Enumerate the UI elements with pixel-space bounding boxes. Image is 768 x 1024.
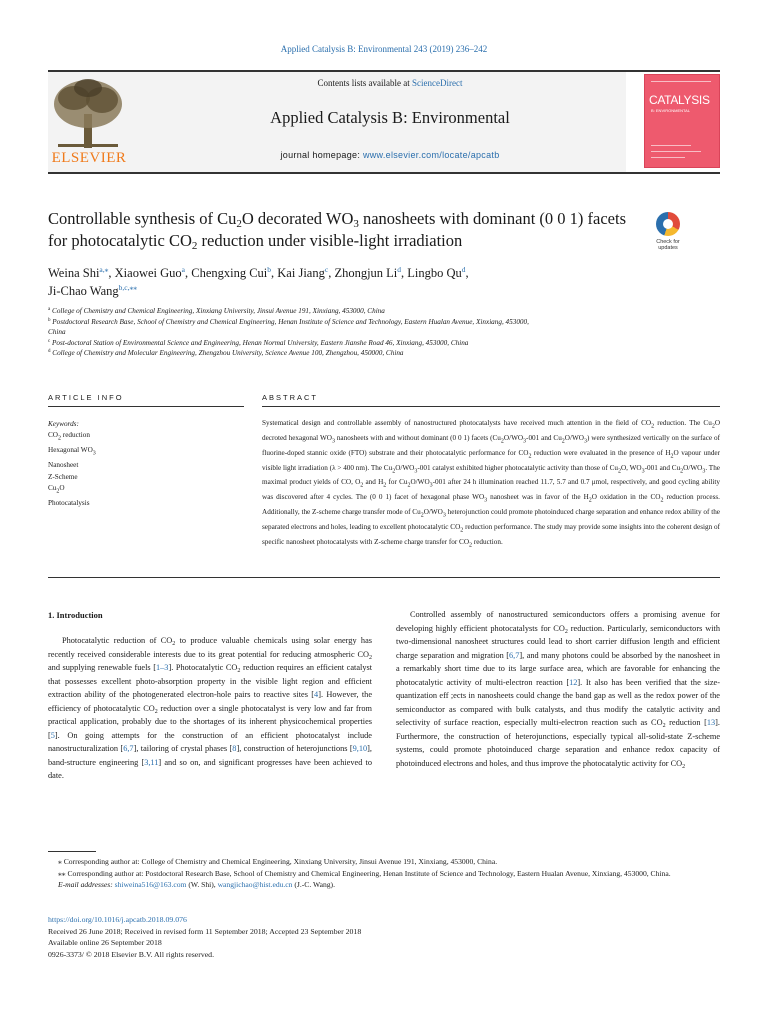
doi-link[interactable]: https://doi.org/10.1016/j.apcatb.2018.09.076	[48, 915, 187, 924]
publication-info	[48, 914, 720, 960]
email-owner: (J.-C. Wang).	[292, 880, 335, 889]
journal-name: Applied Catalysis B: Environmental	[270, 108, 510, 127]
abstract-rule	[262, 406, 720, 407]
check-updates-label: Check for updates	[656, 239, 680, 251]
email-owner: (W. Shi),	[186, 880, 218, 889]
body-column-left	[48, 634, 372, 783]
header-bottom-rule	[48, 172, 720, 174]
keywords-list: $CO_2$ reduction Hexagonal $WO_3$ Nanosheet Z-Scheme $Cu_2O$ Photocatalysis	[48, 431, 96, 507]
footnote-corresponding-2: ⁎⁎ Corresponding author at: Postdoctoral Research Base, School of Chemistry and Chemical Engineering, Henan Institute of Science and Technology, Eastern Hualan Avenue, Xinxiang, 453000, China.	[58, 868, 671, 878]
contents-line	[190, 78, 590, 88]
affiliations: $^a$ College of Chemistry and Chemical Engineering, Xinxiang University, Jinsui Avenue 191, Xinxiang, 453000, China $^b$ Postdoctoral Research Base, School of Chemistry and Chemical Engineering, Henan Institute of Science and Technology, Eastern Hualan Avenue, Xinxiang, 453000, China $^c$ Post-doctoral Station of Environmental Science and Engineering, Henan Normal University, Eastern Jianshe Road 46, Xinxiang, 453000, China $^d$ College of Chemistry and Molecular Engineering, Zhengzhou University, Science Avenue 100, Zhengzhou, 450000, China	[48, 307, 529, 358]
received-dates: Received 26 June 2018; Received in revised form 11 September 2018; Accepted 23 September 2018	[48, 926, 362, 936]
article-title: Controllable synthesis of $Cu_2O$ decorated $WO_3$ nanosheets with dominant (0 0 1) facets for photocatalytic $CO_2$ reduction under visible-light irradiation	[48, 209, 627, 252]
homepage-link[interactable]: www.elsevier.com/locate/apcatb	[362, 150, 500, 160]
article-info-label: ARTICLE INFO	[48, 393, 124, 402]
email-label: E-mail addresses:	[58, 880, 115, 889]
cover-subtitle: B: ENVIRONMENTAL	[651, 108, 691, 113]
email-link-wang[interactable]: wangjichao@hist.edu.cn	[217, 880, 293, 889]
cover-decoration	[651, 145, 691, 146]
abstract-text: Systematical design and controllable assembly of nanostructured photocatalysts have received much attention in the field of $CO_2$ reduction. The $Cu_2O$ decroted hexagonal $WO_3$ nanosheets with and without dominant (0 0 1) facets ($Cu_2O/WO_3-001$ and $Cu_2O/WO_3$) were synthesized vertically on the surface of fluorine-doped stannic oxide (FTO) substrate and their photocatalytic performance for $CO_2$ reduction were evaluated in the presence of $H_2O$ vapour under visible light irradiation (λ > 400 nm). The $Cu_2O/WO_3-001$ catalyst exhibited higher photocatalytic activity than those of $Cu_2O$, $WO_3-001$ and $Cu_2O/WO_3$. The maximal product yields of CO, $O_2$ and $H_2$ for $Cu_2O/WO_3-001$ after 24 h illumination reached 11.7, 5.7 and 0.7 μmol, respectively, and good cycling ability was discovered after 4 cycles. The (0 0 1) facet of hexagonal phase $WO_3$ nanosheet was in favor of the $H_2O$ oxidation in the $CO_2$ reduction process. Additionally, the Z-scheme charge transfer mode of $Cu_2O/WO_3$ heterojunction could promote photoinduced charge separation and enhance redox ability of the separated electrons and holes, leading to excellent photocatalytic $CO_2$ reduction performance. The study may provide some insights into the coherent design of specific nanosheet photocatalysts with Z-scheme charge transfer for $CO_2$ reduction.	[262, 419, 721, 549]
keywords-label: Keywords:	[48, 420, 79, 428]
paragraph: Photocatalytic reduction of $CO_2$ to produce valuable chemicals using solar energy has recently received considerable interests due to its great potential for reducing atmospheric $CO_2$ and supplying renewable fuels [1–3]. Photocatalytic $CO_2$ reduction requires an efficient catalyst that possesses excellent photo-absorption property in the visible light region and efficient extraction ability of the photogenerated electron-hole pairs to reactive sites [4]. However, the efficiency of photocatalytic $CO_2$ reduction over a single photocatalyst is very low and far from practical application, probably due to the shortages of its inherent physicochemical properties [5]. On going attempts for the construction of an efficient photocatalyst include nanostructuralization [6,7], tailoring of crystal phases [8], construction of heterojunctions [9,10], band-structure engineering [3,11] and so on, and significant progresses have been achieved to date.	[48, 636, 373, 780]
cover-decoration	[651, 81, 711, 82]
journal-homepage	[190, 150, 590, 160]
footnote-corresponding-1: ⁎ Corresponding author at: College of Chemistry and Chemical Engineering, Xinxiang University, Jinsui Avenue 191, Xinxiang, 453000, China.	[58, 857, 498, 866]
keywords-block	[48, 419, 244, 509]
journal-citation[interactable]: Applied Catalysis B: Environmental 243 (2019) 236–242	[280, 44, 488, 54]
header-top-rule	[48, 70, 720, 72]
homepage-prefix: journal homepage:	[280, 150, 363, 160]
section-heading-introduction: 1. Introduction	[48, 610, 103, 620]
contents-prefix: Contents lists available at	[317, 78, 412, 88]
body-column-right	[396, 608, 720, 770]
cover-decoration	[651, 151, 701, 152]
copyright: 0926-3373/ © 2018 Elsevier B.V. All rights reserved.	[48, 949, 215, 959]
available-online: Available online 26 September 2018	[48, 938, 162, 948]
article-info-rule	[48, 406, 244, 407]
journal-cover-image	[644, 74, 720, 168]
email-link-shi[interactable]: shiweina516@163.com	[114, 880, 187, 889]
author-list: Weina Shi$^{a,⁎}$, Xiaowei Guo$^a$, Chengxing Cui$^b$, Kai Jiang$^c$, Zhongjun Li$^d$, Lingbo Qu$^d$, Ji-Chao Wang$^{b,c,⁎⁎}$	[48, 265, 469, 298]
abstract-label: ABSTRACT	[262, 393, 319, 402]
cover-title: CATALYSIS	[649, 93, 710, 107]
check-for-updates-button[interactable]	[652, 212, 684, 264]
cover-decoration	[651, 157, 685, 158]
abstract-bottom-rule	[48, 577, 720, 578]
sciencedirect-link[interactable]: ScienceDirect	[412, 78, 463, 88]
footnotes	[48, 856, 720, 891]
elsevier-logo-text: ELSEVIER	[51, 150, 127, 166]
footnote-rule	[48, 851, 96, 852]
footnote-emails	[48, 879, 720, 891]
paragraph: Controlled assembly of nanostructured semiconductors offers a promising avenue for developing highly efficient photocatalysts for $CO_2$ reduction. Particularly, semiconductors with two-dimensional nanosheet structures could lead to short carrier diffusion length and efficient charge separation and migration [6,7], and many photons could be absorbed by the nanosheet in a remarkably short time due to its large surface area, which are favorable for enhancing the photocatalytic activity of multi-electron reaction [12]. It also has been verified that the size-quantization eff ;ects in nanosheets could change the band gap as well as the redox power of the semiconductor as compared with bulk catalysts, and thus modify the catalytic activity and selectivity of surface reaction, especially multi-electron reaction such as $CO_2$ reduction [13]. Furthermore, the construction of heterojunctions, especially typical all-solid-state Z-scheme systems, could promote photoinduced charge separation and enhance redox capacity of photoinduced electrons and holes, and thus improve the photocatalytic activity for $CO_2$	[396, 610, 721, 770]
check-updates-icon	[656, 212, 680, 236]
